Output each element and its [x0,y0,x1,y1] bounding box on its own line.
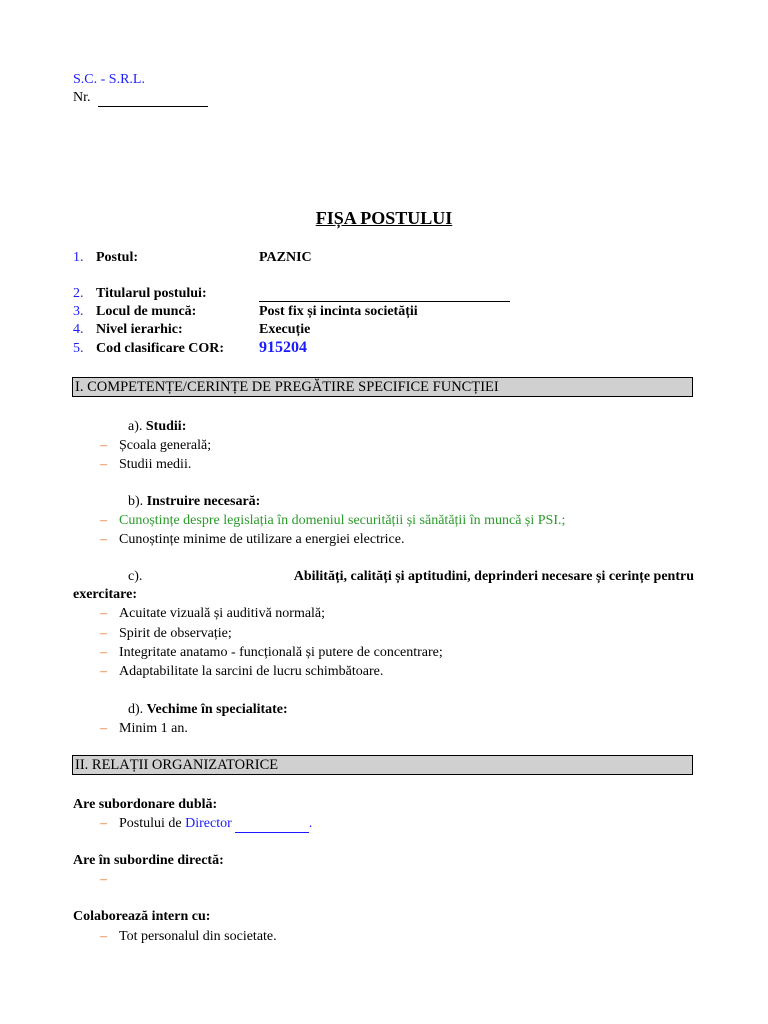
list-item [100,928,277,945]
nr-label: Nr. [73,90,91,105]
dash-bullet: – [100,606,107,621]
field-value: Execuție [259,322,311,337]
field-number: 1. [73,250,84,265]
list-item-text: Minim 1 an. [119,721,188,736]
dash-bullet: – [100,532,107,547]
subsection-prefix: b). [128,494,144,509]
field-number: 5. [73,341,84,356]
subsection-title: Vechime în specialitate: [146,702,288,717]
dash-bullet: – [100,721,107,736]
field-label: Titularul postului: [96,286,207,301]
dash-bullet: – [100,664,107,679]
list-item-text: Școala generală; [119,438,212,453]
list-item [100,605,326,622]
subsection-title-line1: Abilități, calități și aptitudini, deprinderi necesare și cerințe pentru [293,569,694,584]
dash-bullet: – [100,438,107,453]
subordonare-title: Are subordonare dublă: [73,797,218,812]
field-value: PAZNIC [259,250,312,265]
list-item [100,625,232,642]
list-item-text: Integritate anatamo - funcțională și putere de concentrare; [119,645,443,660]
dash-bullet: – [100,626,107,641]
company-name: S.C. - S.R.L. [73,72,145,87]
list-item-text: Cunoștințe minime de utilizare a energiei electrice. [119,532,405,547]
dash-bullet: – [100,457,107,472]
document-number [73,89,208,107]
list-item [100,644,443,661]
list-item-text: Studii medii. [119,457,192,472]
director-role: Director [185,816,232,831]
colaboreaza-title: Colaborează intern cu: [73,909,211,924]
list-item-text: Cunoștințe despre legislația în domeniul securității și sănătății în muncă și PSI.; [119,513,566,528]
dash-bullet: – [100,513,107,528]
field-label: Postul: [96,250,138,265]
subsection-prefix: d). [128,702,144,717]
nr-blank-line [98,89,208,107]
subsection-prefix: a). [128,419,143,434]
dash-bullet: – [100,645,107,660]
list-item-text: Postului de [119,816,182,831]
subsection-title-line2: exercitare: [73,587,137,602]
list-item [100,456,192,473]
director-blank-line [235,815,309,833]
subsection-title: Studii: [145,419,187,434]
document-title: FIȘA POSTULUI [315,208,453,228]
field-label: Nivel ierarhic: [96,322,183,337]
subsection-abilitati-title [128,568,694,585]
list-item-text: Tot personalul din societate. [119,929,277,944]
dash-bullet: – [100,816,107,831]
field-value: Post fix și incinta societății [259,304,418,319]
field-label: Locul de muncă: [96,304,197,319]
titular-blank-line [259,285,510,302]
list-item [100,512,566,529]
item-suffix: . [308,816,313,831]
field-number: 3. [73,304,84,319]
list-item [100,815,313,833]
section-heading-competente: I. COMPETENȚE/CERINȚE DE PREGĂTIRE SPECIFICE FUNCȚIEI [72,377,693,397]
subordine-title: Are în subordine directă: [73,853,224,868]
subsection-vechime-title [128,701,288,718]
list-item [100,663,384,680]
cor-code: 915204 [259,339,307,356]
subsection-prefix: c). [128,569,143,584]
field-number: 2. [73,286,84,301]
section-heading-relatii: II. RELAȚII ORGANIZATORICE [72,755,693,775]
field-label: Cod clasificare COR: [96,341,225,356]
list-item-text: Spirit de observație; [119,626,232,641]
dash-bullet: – [100,872,107,887]
field-number: 4. [73,322,84,337]
subsection-title: Instruire necesară: [146,494,261,509]
list-item-text: Adaptabilitate la sarcini de lucru schimbătoare. [119,664,384,679]
list-item-text: Acuitate vizuală și auditivă normală; [119,606,326,621]
list-item [100,720,188,737]
subsection-studii-title [128,418,186,435]
subsection-instruire-title [128,493,260,510]
list-item [100,531,405,548]
dash-bullet: – [100,929,107,944]
list-item [100,437,212,454]
